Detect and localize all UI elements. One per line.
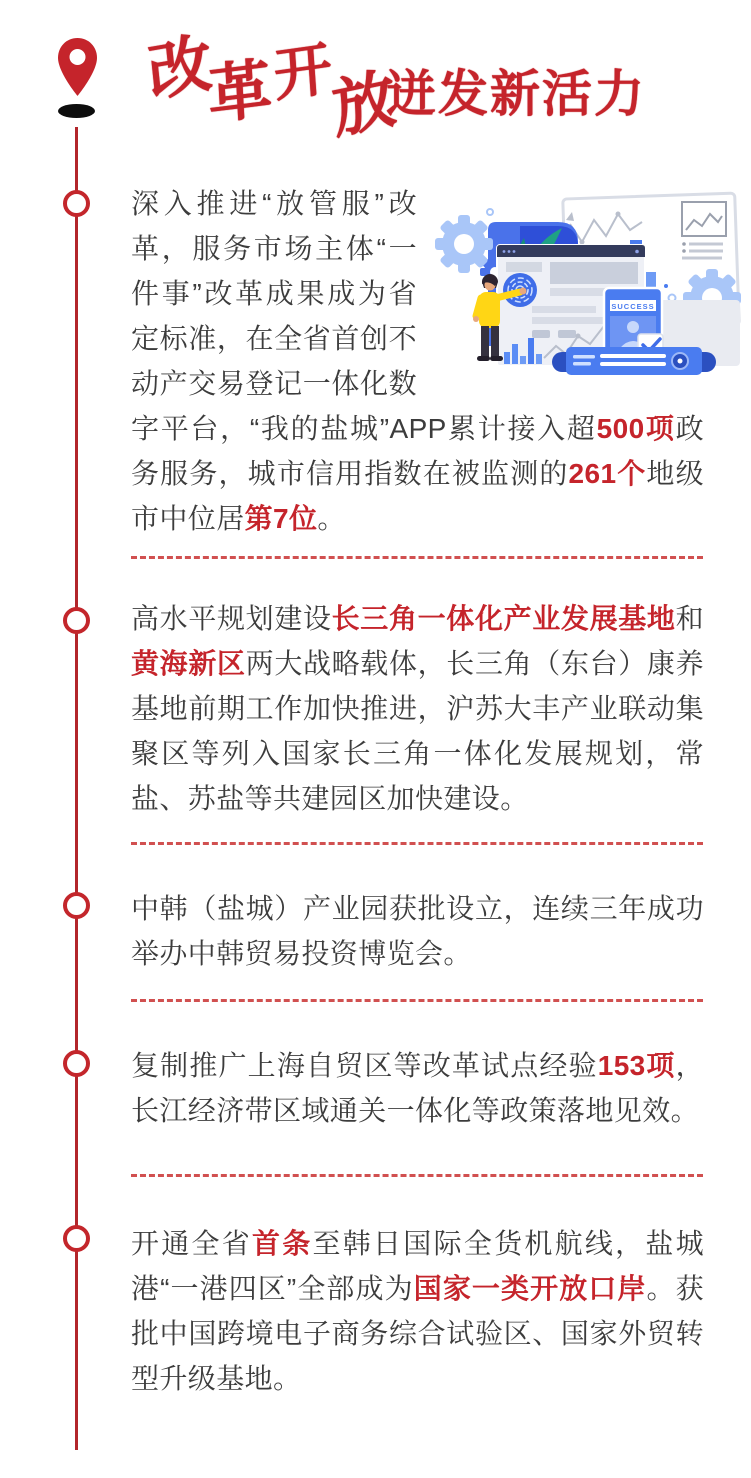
timeline-item-text <box>131 596 704 821</box>
timeline-bullet <box>63 190 90 217</box>
body-text: 中韩（盐城）产业园获批设立，连续三年成功举办中韩贸易投资博览会。 <box>131 893 704 969</box>
dashed-separator <box>131 556 703 559</box>
calligraphy-char: 革 <box>206 52 274 132</box>
highlight-text: 第7位 <box>244 503 318 534</box>
body-text: 至韩日国际全货机航线，盐城港“一港四区”全部成为 <box>131 1228 704 1304</box>
page-title: 迸发新活力 <box>386 66 646 122</box>
calligraphy-char: 开 <box>271 35 334 110</box>
dashed-separator <box>131 1174 703 1177</box>
gear-icon <box>435 215 493 273</box>
body-text: 政务服务，城市信用指数在被监测的 <box>131 413 704 489</box>
body-text: 深入推进“放管服”改革，服务市场主体“一件事”改革成果成为省定标准，在全省首创不动产交易登记一体化数字平台，“我的盐城”APP累计接入超 <box>131 188 597 444</box>
highlight-text: 黄海新区 <box>131 648 246 679</box>
body-text: 高水平规划建设 <box>131 603 332 634</box>
highlight-text: 500项 <box>596 413 676 444</box>
digital-government-platform-illustration <box>432 186 744 390</box>
timeline-bullet <box>63 892 90 919</box>
pin-shadow <box>58 104 95 118</box>
highlight-text: 首条 <box>252 1228 313 1259</box>
location-pin-icon <box>58 38 97 96</box>
timeline-item-text <box>131 1221 704 1401</box>
decor-dot <box>664 284 668 288</box>
calligraphy-char: 放 <box>328 61 400 147</box>
dashed-separator <box>131 842 703 845</box>
body-text: 两大战略载体，长三角（东台）康养基地前期工作加快推进，沪苏大丰产业联动集聚区等列入国家长三角一体化发展规划，常盐、苏盐等共建园区加快建设。 <box>131 648 704 814</box>
body-text: 复制推广上海自贸区等改革试点经验 <box>131 1050 598 1081</box>
timeline-bullet <box>63 1225 90 1252</box>
body-text: 和 <box>675 603 704 634</box>
body-text: 。 <box>317 503 346 534</box>
highlight-text: 国家一类开放口岸 <box>413 1273 647 1304</box>
decor-dot <box>487 209 493 215</box>
svg-text:SUCCESS: SUCCESS <box>611 302 655 311</box>
dashed-separator <box>131 999 703 1002</box>
highlight-text: 153项 <box>597 1050 676 1081</box>
body-text: ，长江经济带区域通关一体化等政策落地见效。 <box>131 1050 704 1126</box>
timeline-bullet <box>63 1050 90 1077</box>
calligraphy-char: 改 <box>144 26 216 110</box>
highlight-text: 261个 <box>568 458 647 489</box>
body-text: 开通全省 <box>131 1228 253 1259</box>
timeline-item-text <box>131 1043 704 1133</box>
body-text: 地级市中位居 <box>131 458 704 534</box>
ribbon-banner <box>552 347 716 375</box>
highlight-text: 长三角一体化产业发展基地 <box>331 603 676 634</box>
timeline-item-text <box>131 886 704 976</box>
timeline-bullet <box>63 607 90 634</box>
body-text: 。获批中国跨境电子商务综合试验区、国家外贸转型升级基地。 <box>131 1273 704 1394</box>
